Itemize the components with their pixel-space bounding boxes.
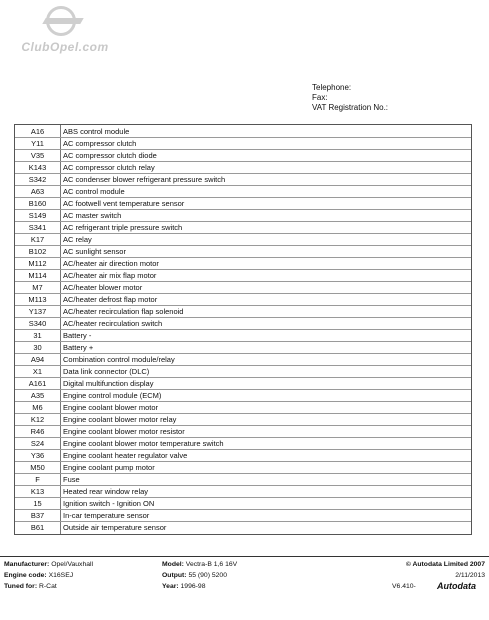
footer-divider [0,556,489,557]
component-name: AC control module [63,187,125,196]
table-row [15,426,471,438]
component-code: K12 [30,415,45,424]
component-code: S340 [28,319,47,328]
component-code: M6 [32,403,43,412]
table-row [15,342,471,354]
table-row [15,306,471,318]
component-code: B61 [30,523,45,532]
component-name: AC condenser blower refrigerant pressure switch [63,175,226,184]
component-code: K143 [28,163,47,172]
tuned-value: R-Cat [39,583,57,590]
component-name: AC/heater recirculation switch [63,319,163,328]
copyright: © Autodata Limited 2007 [405,561,485,568]
engine-code-label: Engine code: [4,572,47,579]
component-code: 31 [33,331,42,340]
component-name: Outside air temperature sensor [63,523,167,532]
component-name: AC compressor clutch [63,139,137,148]
table-row [15,186,471,198]
component-code: K13 [30,487,45,496]
table-row [15,474,471,486]
table-row [15,450,471,462]
component-code: S24 [30,439,45,448]
component-name: AC/heater defrost flap motor [63,295,158,304]
contact-block [312,83,388,113]
component-code: A16 [30,127,45,136]
manufacturer-value: Opel/Vauxhall [51,561,94,568]
component-name: Battery - [63,331,92,340]
table-row [15,210,471,222]
telephone-label: Telephone: [312,83,352,92]
table-row [15,234,471,246]
table-row [15,270,471,282]
component-name: In-car temperature sensor [63,511,150,520]
table-row [15,378,471,390]
component-name: AC/heater blower motor [63,283,143,292]
table-row [15,282,471,294]
component-code: B37 [30,511,45,520]
component-code: M112 [28,259,47,268]
component-code: K17 [30,235,45,244]
engine-code-value: X16SEJ [48,572,74,579]
component-name: Engine control module (ECM) [63,391,162,400]
model-value: Vectra-B 1,6 16V [185,561,238,568]
component-code: A63 [30,187,45,196]
component-code: Y137 [28,307,47,316]
component-name: Engine coolant pump motor [63,463,155,472]
table-row [15,294,471,306]
component-name: Digital multifunction display [63,379,154,388]
vat-label: VAT Registration No.: [312,103,389,112]
component-name: AC/heater air mix flap motor [63,271,157,280]
component-code: M114 [28,271,47,280]
fax-label: Fax: [312,93,328,102]
component-code: Y11 [31,139,44,148]
table-row [15,330,471,342]
component-code: R46 [30,427,45,436]
model-label: Model: [162,561,184,568]
component-name: Battery + [63,343,94,352]
component-name: AC refrigerant triple pressure switch [63,223,183,232]
component-code: A35 [30,391,45,400]
component-name: Engine coolant blower motor relay [63,415,177,424]
component-name: AC compressor clutch relay [63,163,155,172]
table-row [15,150,471,162]
output-value: 55 (90) 5200 [188,572,227,579]
table-row [15,246,471,258]
table-row [15,318,471,330]
table-row [15,174,471,186]
table-row [15,498,471,510]
tuned-label: Tuned for: [4,583,38,590]
table-row [15,138,471,150]
component-name: Engine coolant blower motor [63,403,159,412]
table-row [15,462,471,474]
table-row [15,414,471,426]
component-code: V35 [30,151,45,160]
table-row [15,390,471,402]
component-list [14,124,472,535]
table-row [15,510,471,522]
manufacturer-label: Manufacturer: [4,561,50,568]
table-row [15,522,471,534]
table-row [15,162,471,174]
component-name: AC relay [63,235,92,244]
tuned-row [4,582,57,592]
component-name: Ignition switch - Ignition ON [63,499,155,508]
component-name: AC master switch [63,211,122,220]
logo-text: ClubOpel.com [21,40,109,54]
table-row [15,486,471,498]
component-name: ABS control module [63,127,130,136]
component-code: A161 [28,379,47,388]
model-row [162,560,237,570]
footer [0,560,489,600]
component-code: A94 [30,355,45,364]
version: V6.410- [392,583,416,590]
opel-bolt-icon [42,18,83,24]
component-code: S342 [28,175,47,184]
component-name: AC/heater air direction motor [63,259,159,268]
component-code: B102 [28,247,47,256]
component-code: B160 [28,199,47,208]
component-code: M7 [32,283,43,292]
component-code: M50 [30,463,45,472]
component-name: Data link connector (DLC) [63,367,150,376]
component-name: Engine coolant blower motor resistor [63,427,185,436]
component-name: Engine coolant heater regulator valve [63,451,188,460]
component-name: Engine coolant blower motor temperature switch [63,439,224,448]
output-label: Output: [162,572,187,579]
print-date: 2/11/2013 [455,572,485,579]
table-row [15,438,471,450]
table-row [15,354,471,366]
component-name: Heated rear window relay [63,487,149,496]
year-label: Year: [162,583,179,590]
year-row [162,582,205,592]
component-code: X1 [32,367,43,376]
clubopel-logo [10,6,120,68]
table-row [15,258,471,270]
component-name: AC sunlight sensor [63,247,126,256]
component-rows [15,126,471,534]
table-row [15,126,471,138]
manufacturer-row [4,560,93,570]
table-row [15,222,471,234]
component-code: Y36 [30,451,45,460]
component-code: M113 [28,295,47,304]
engine-code-row [4,571,73,581]
component-name: AC compressor clutch diode [63,151,157,160]
component-name: AC/heater recirculation flap solenoid [63,307,184,316]
component-name: AC footwell vent temperature sensor [63,199,185,208]
component-code: 15 [33,499,42,508]
component-name: Combination control module/relay [63,355,175,364]
year-value: 1996-98 [180,583,206,590]
output-row [162,571,227,581]
component-code: F [35,475,40,484]
component-code: S341 [28,223,47,232]
component-code: 30 [33,343,42,352]
table-row [15,198,471,210]
table-row [15,402,471,414]
table-row [15,366,471,378]
component-code: S149 [28,211,47,220]
autodata-logo: Autodata [437,581,476,591]
component-name: Fuse [63,475,80,484]
